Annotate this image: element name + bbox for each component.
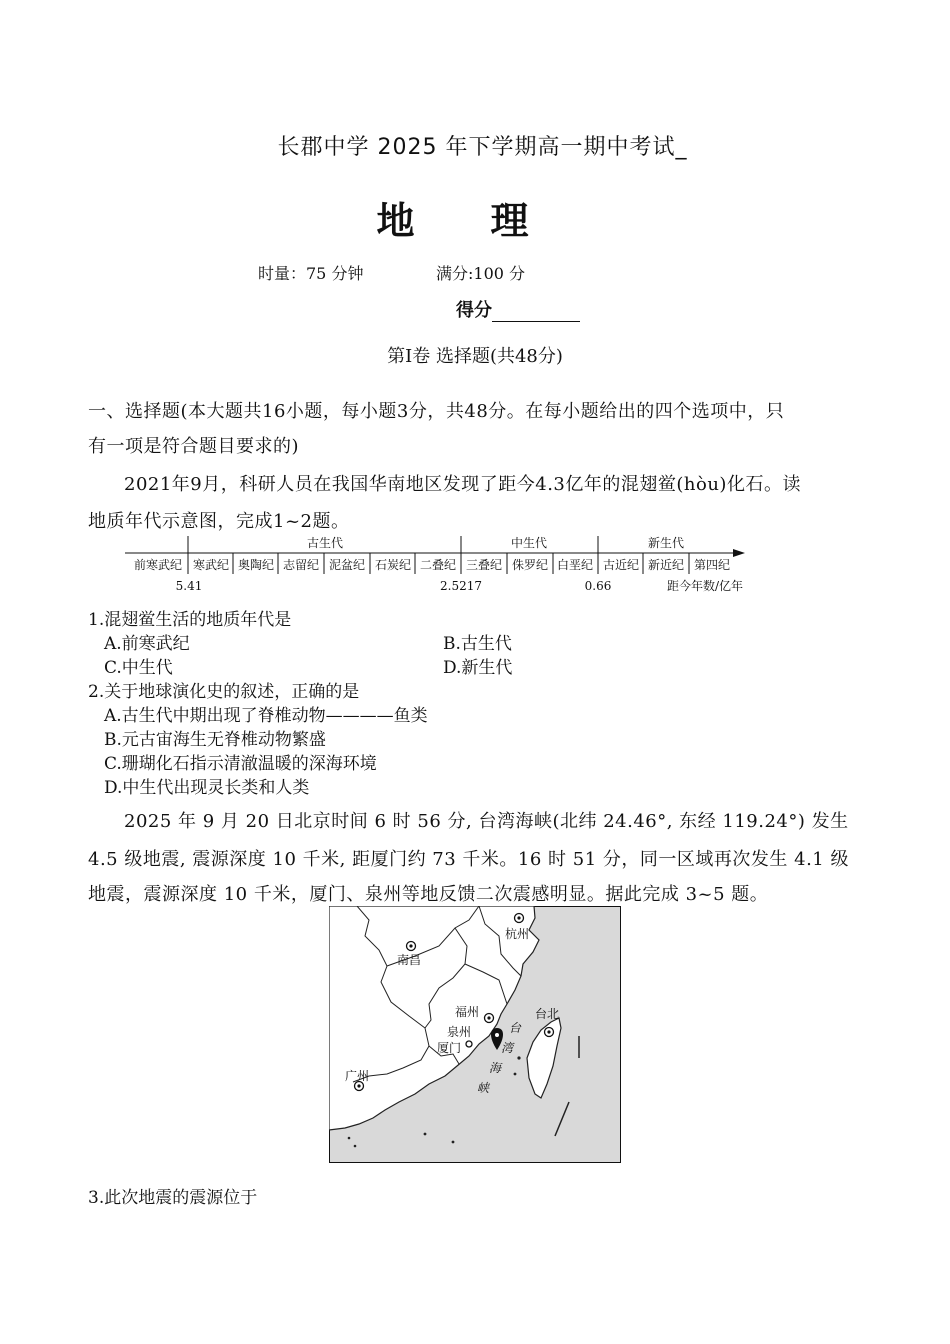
city-label-fuzhou: 福州 [455, 1005, 480, 1019]
taiwan-strait-map [329, 906, 621, 1163]
subject-title: 地 理 [376, 199, 529, 243]
section-instructions-line1: 一、选择题(本大题共16小题，每小题3分，共48分。在每小题给出的四个选项中，只 [88, 401, 785, 422]
strait-label: 峡 [477, 1081, 490, 1095]
exam-title: 长郡中学 2025 年下学期高一期中考试_ [277, 135, 688, 160]
era-label: 中生代 [510, 536, 548, 550]
score-blank[interactable] [492, 303, 580, 322]
period-label: 石炭纪 [374, 558, 412, 572]
score-field [456, 296, 580, 322]
passage2-line3: 地震，震源深度 10 千米，厦门、泉州等地反馈二次震感明显。据此完成 3~5 题。 [88, 884, 769, 905]
passage2-line2: 4.5 级地震, 震源深度 10 千米, 距厦门约 73 千米。16 时 51 分，同一区域再次发生 4.1 级 [88, 849, 849, 870]
q2-option-b[interactable]: B.元古宙海生无脊椎动物繁盛 [104, 730, 326, 750]
city-label-nanchang: 南昌 [397, 953, 422, 967]
period-label: 寒武纪 [192, 558, 230, 572]
geologic-timeline [125, 532, 755, 596]
passage2-line1: 2025 年 9 月 20 日北京时间 6 时 56 分, 台湾海峡(北纬 24.46°, 东经 119.24°) 发生 [124, 811, 849, 832]
strait-label: 海 [489, 1061, 502, 1075]
q1-option-a[interactable]: A.前寒武纪 [104, 634, 190, 654]
period-label: 白垩纪 [556, 558, 594, 572]
passage1-line2: 地质年代示意图，完成1~2题。 [88, 511, 350, 532]
age-label: 5.41 [175, 579, 203, 593]
period-label: 前寒武纪 [133, 558, 183, 572]
city-label-quanzhou: 泉州 [447, 1025, 472, 1039]
period-label: 三叠纪 [465, 558, 503, 572]
q1-stem: 1.混翅鲎生活的地质年代是 [88, 610, 292, 630]
city-label-hangzhou: 杭州 [505, 927, 530, 941]
q3-stem: 3.此次地震的震源位于 [88, 1188, 258, 1208]
age-label: 0.66 [584, 579, 612, 593]
period-label: 奥陶纪 [237, 558, 275, 572]
q2-option-a[interactable]: A.古生代中期出现了脊椎动物————鱼类 [104, 706, 428, 726]
section-title: 第Ⅰ卷 选择题(共48分) [387, 346, 563, 367]
section-instructions-line2: 有一项是符合题目要求的) [88, 436, 300, 457]
axis-label: 距今年数/亿年 [666, 579, 744, 593]
q2-option-c[interactable]: C.珊瑚化石指示清澈温暖的深海环境 [104, 754, 377, 774]
era-label: 新生代 [647, 536, 685, 550]
period-label: 二叠纪 [419, 558, 457, 572]
time-limit: 时量：75 分钟 [258, 264, 364, 283]
q1-option-b[interactable]: B.古生代 [443, 634, 512, 654]
strait-label: 湾 [501, 1041, 514, 1055]
city-label-guangzhou: 广州 [345, 1069, 370, 1083]
q2-option-d[interactable]: D.中生代出现灵长类和人类 [104, 778, 310, 798]
period-label: 侏罗纪 [511, 558, 549, 572]
city-label-xiamen: 厦门 [437, 1041, 462, 1055]
period-label: 泥盆纪 [328, 558, 366, 572]
age-label: 2.5217 [440, 579, 482, 593]
era-label: 古生代 [306, 536, 344, 550]
city-label-taibei: 台北 [535, 1007, 560, 1021]
strait-label: 台 [509, 1021, 522, 1035]
full-score: 满分:100 分 [436, 264, 526, 283]
period-label: 志留纪 [282, 558, 320, 572]
score-label: 得分 [456, 300, 492, 321]
period-label: 第四纪 [693, 558, 731, 572]
passage1-line1: 2021年9月，科研人员在我国华南地区发现了距今4.3亿年的混翅鲎(hòu)化石。读 [124, 474, 801, 495]
q2-stem: 2.关于地球演化史的叙述，正确的是 [88, 682, 360, 702]
q1-option-c[interactable]: C.中生代 [104, 658, 173, 678]
period-label: 古近纪 [602, 558, 640, 572]
q1-option-d[interactable]: D.新生代 [443, 658, 513, 678]
period-label: 新近纪 [647, 558, 685, 572]
